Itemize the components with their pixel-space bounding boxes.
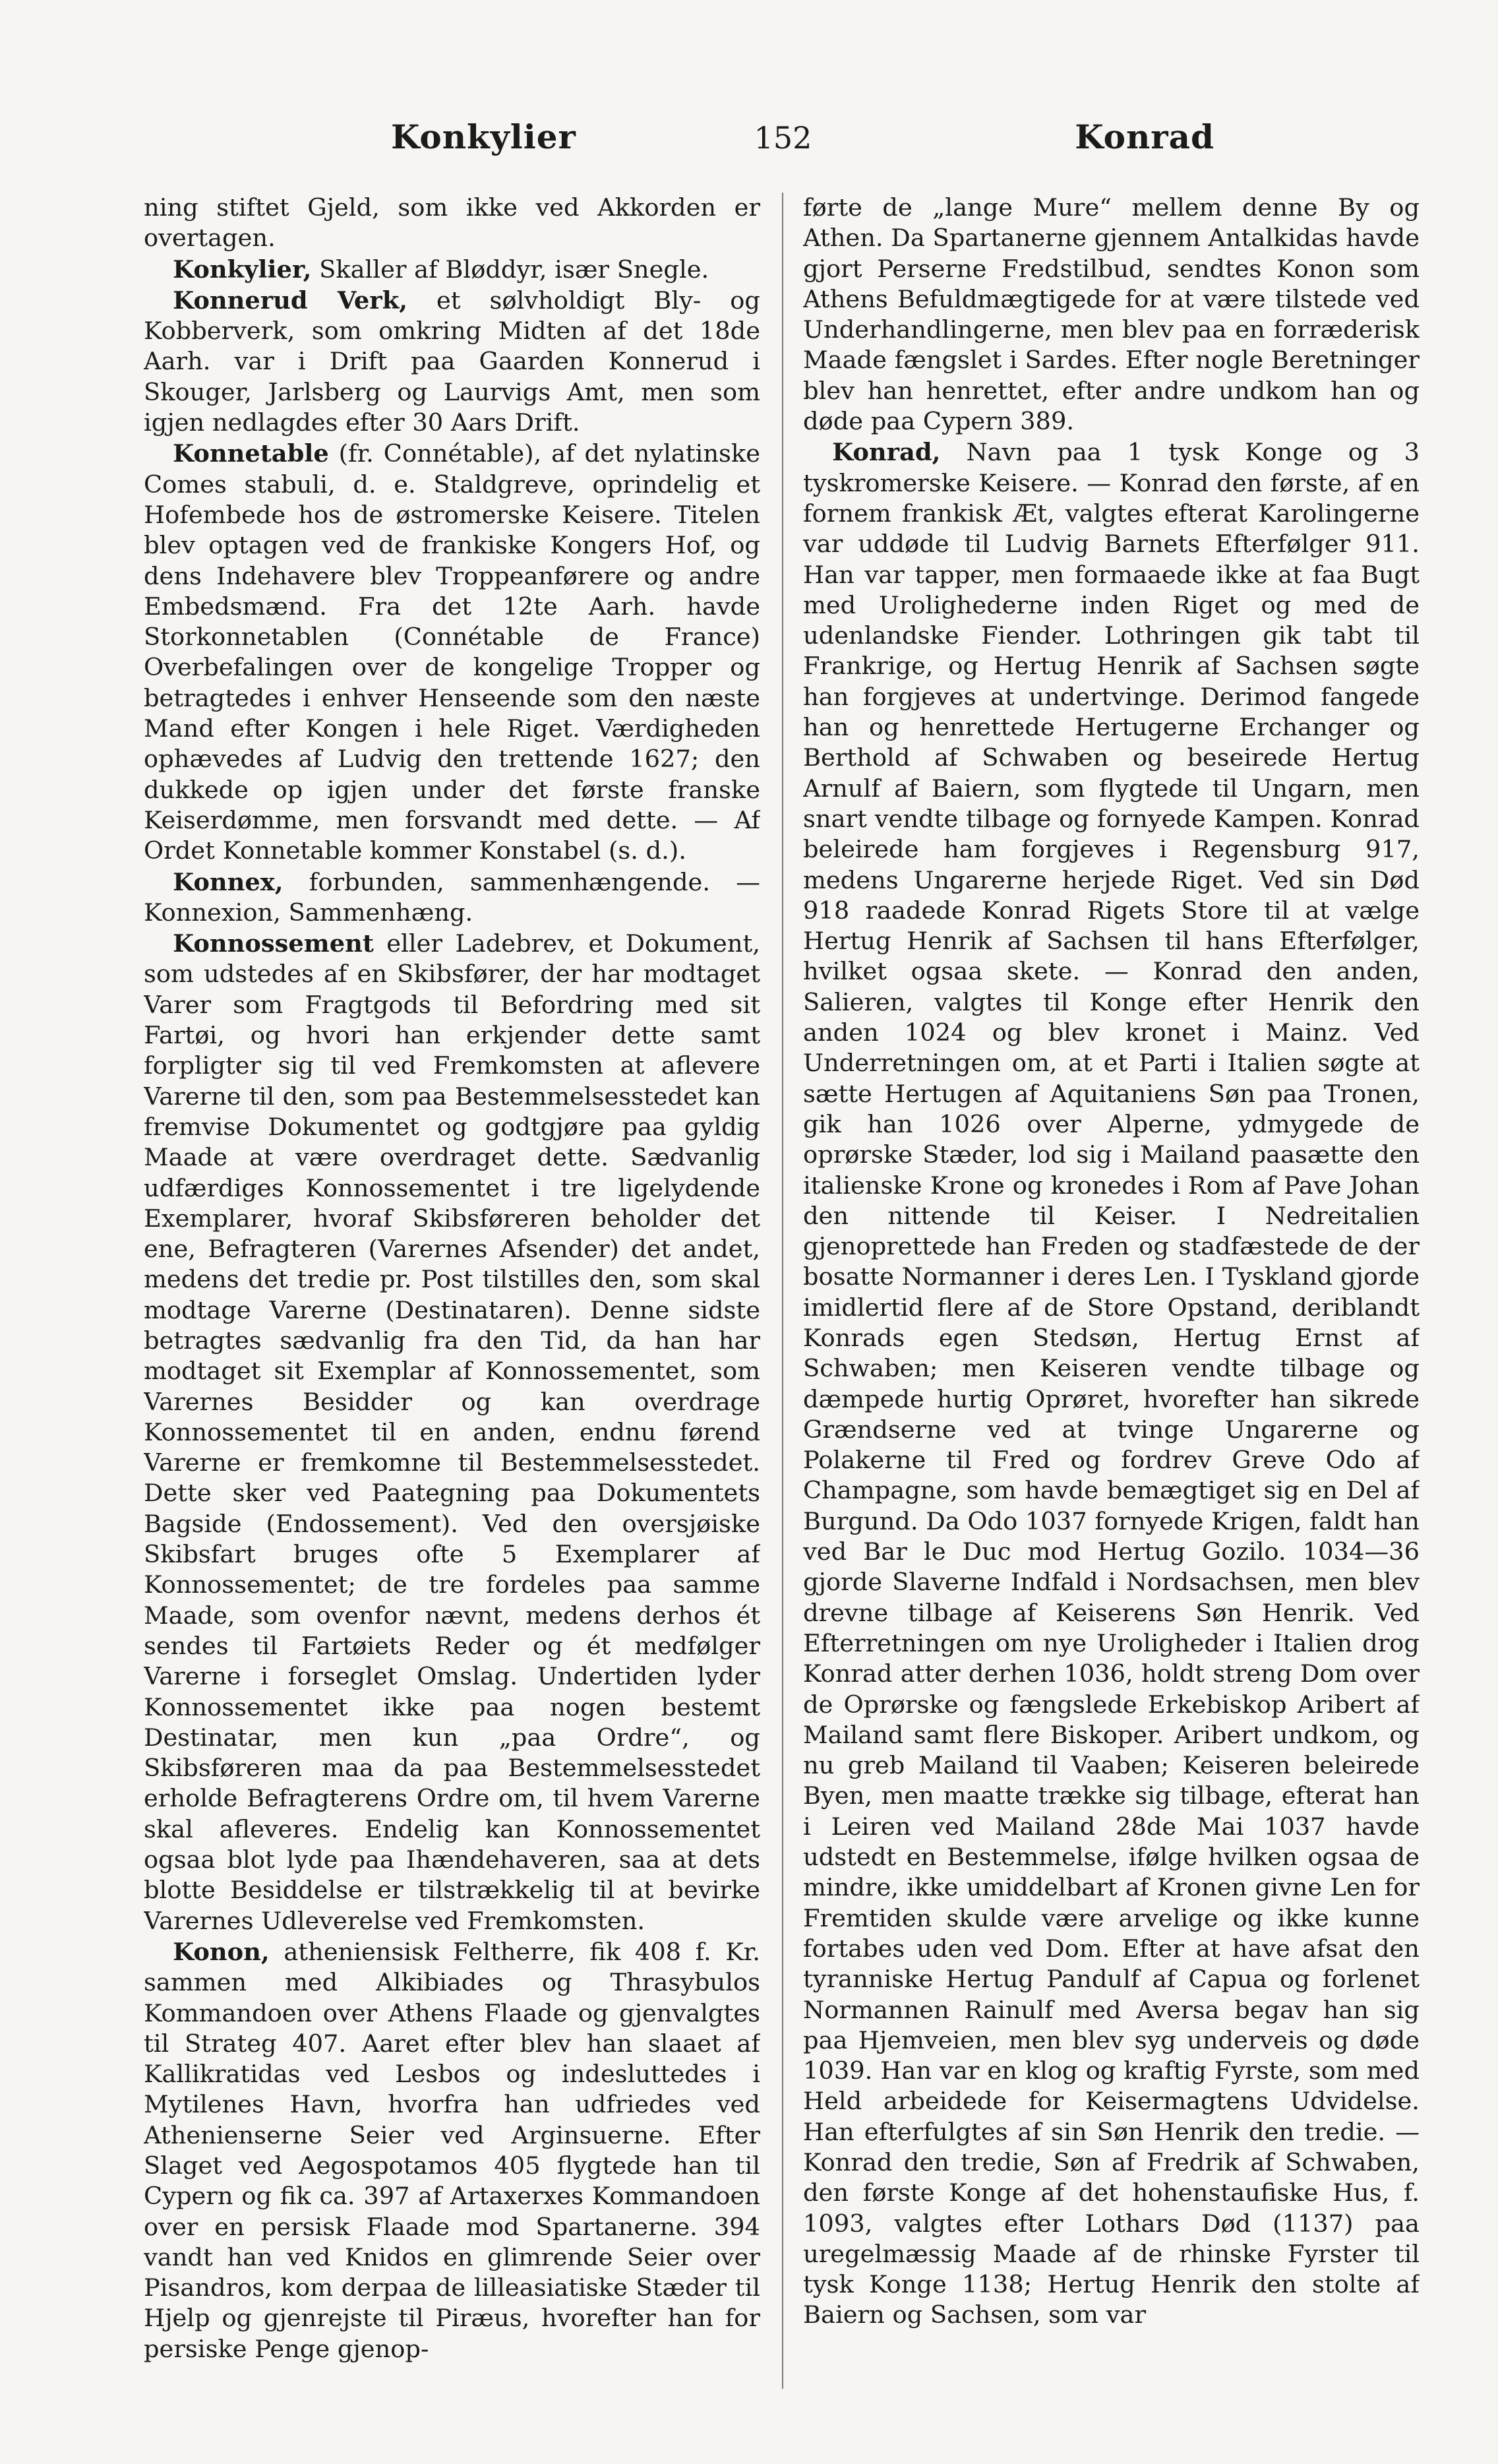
entry-konkylier: [144, 254, 760, 285]
page-number: 152: [754, 120, 812, 156]
entry-konnex: [144, 867, 760, 929]
entry-definition: forbunden, sammenhængende. — Konnexion, Sammenhæng.: [144, 867, 760, 927]
entry-headword: Konkylier,: [173, 254, 312, 284]
entry-headword: Konrad,: [832, 437, 941, 467]
entry-headword: Konon,: [173, 1936, 270, 1966]
left-column: [144, 193, 760, 2395]
entry-konnetable: [144, 438, 760, 866]
entry-konrad: [803, 437, 1420, 2330]
entry-definition: (fr. Connétable), af det nylatinske Comes stabuli, d. e. Staldgreve, oprindelig et Hofembede hos de østromerske Keisere. Titelen blev optagen ved de frankiske Kongers Hof, og dens Indehavere blev Troppeanførere og andre Embedsmænd. Fra det 12te Aarh. havde Storkonnetablen (Connétable de France) Overbefalingen over de kongelige Tropper og betragtedes i enhver Henseende som den næste Mand efter Kongen i hele Riget. Værdigheden ophævedes af Ludvig den trettende 1627; den dukkede op igjen under det første franske Keiserdømme, men forsvandt med dette. — Af Ordet Konnetable kommer Konstabel (s. d.).: [144, 439, 760, 865]
entry-definition: et sølvholdigt Bly- og Kobberverk, som omkring Midten af det 18de Aarh. var i Drift paa Gaarden Konnerud i Skouger, Jarlsberg og Laurvigs Amt, men som igjen nedlagdes efter 30 Aars Drift.: [144, 286, 760, 437]
header-right-guide-word: Konrad: [1075, 117, 1214, 156]
column-divider: [782, 193, 783, 2389]
entry-konnerud-verk: [144, 285, 760, 438]
entry-definition: eller Ladebrev, et Dokument, som udstedes af en Skibsfører, der har modtaget Varer som Fragtgods til Befordring med sit Fartøi, og hvori han erkjender dette samt forpligter sig til ved Fremkomsten at aflevere Varerne til den, som paa Bestemmelsesstedet kan fremvise Dokumentet og godtgjøre paa gyldig Maade at være overdraget dette. Sædvanlig udfærdiges Konnossementet i tre ligelydende Exemplarer, hvoraf Skibsføreren beholder det ene, Befragteren (Varernes Afsender) det andet, medens det tredie pr. Post tilstilles den, som skal modtage Varerne (Destinataren). Denne sidste betragtes sædvanlig fra den Tid, da han har modtaget sit Exemplar af Konnossementet, som Varernes Besidder og kan overdrage Konnossementet til en anden, endnu førend Varerne er fremkomne til Bestemmelsesstedet. Dette sker ved Paategning paa Dokumentets Bagside (Endossement). Ved den oversjøiske Skibsfart bruges ofte 5 Exemplarer af Konnossementet; de tre fordeles paa samme Maade, som ovenfor nævnt, medens derhos ét sendes til Fartøiets Reder og ét medfølger Varerne i forseglet Omslag. Undertiden lyder Konnossementet ikke paa nogen bestemt Destinatar, men kun „paa Ordre“, og Skibsføreren maa da paa Bestemmelsesstedet erholde Befragterens Ordre om, til hvem Varerne skal afleveres. Endelig kan Konnossementet ogsaa blot lyde paa Ihændehaveren, saa at dets blotte Besiddelse er tilstrækkelig til at bevirke Varernes Udleverelse ved Fremkomsten.: [144, 929, 760, 1935]
running-header: [142, 117, 1424, 164]
entry-konon: [144, 1936, 760, 2364]
entry-continuation: førte de „lange Mure“ mellem denne By og Athen. Da Spartanerne gjennem Antalkidas havde gjort Perserne Fredstilbud, sendtes Konon som Athens Befuldmægtigede for at være tilstede ved Underhandlingerne, men blev paa en forræderisk Maade fængslet i Sardes. Efter nogle Beretninger blev han henrettet, efter andre undkom han og døde paa Cypern 389.: [803, 193, 1420, 436]
entry-headword: Konnerud Verk,: [173, 285, 407, 315]
entry-konnossement: [144, 928, 760, 1936]
entry-continuation: ning stiftet Gjeld, som ikke ved Akkorden er overtagen.: [144, 193, 760, 253]
entry-definition: Skaller af Bløddyr, især Snegle.: [311, 255, 709, 284]
entry-headword: Konnetable: [173, 439, 329, 468]
right-column: [803, 193, 1420, 2395]
header-left-guide-word: Konkylier: [391, 117, 576, 156]
entry-headword: Konnossement: [173, 929, 374, 958]
entry-definition: Navn paa 1 tysk Konge og 3 tyskromerske Keisere. — Konrad den første, af en fornem frankisk Æt, valgtes efterat Karolingerne var uddøde til Ludvig Barnets Efterfølger 911. Han var tapper, men formaaede ikke at faa Bugt med Urolighederne inden Riget og med de udenlandske Fiender. Lothringen gik tabt til Frankrige, og Hertug Henrik af Sachsen søgte han forgjeves at undertvinge. Derimod fangede han og henrettede Hertugerne Erchanger og Berthold af Schwaben og beseirede Hertug Arnulf af Baiern, som flygtede til Ungarn, men snart vendte tilbage og fornyede Kampen. Konrad beleirede ham forgjeves i Regensburg 917, medens Ungarerne herjede Riget. Ved sin Død 918 raadede Konrad Rigets Store til at vælge Hertug Henrik af Sachsen til hans Efterfølger, hvilket ogsaa skete. — Konrad den anden, Salieren, valgtes til Konge efter Henrik den anden 1024 og blev kronet i Mainz. Ved Underretningen om, at et Parti i Italien søgte at sætte Hertugen af Aquitaniens Søn paa Tronen, gik han 1026 over Alperne, ydmygede de oprørske Stæder, lod sig i Mailand paasætte den italienske Krone og kronedes i Rom af Pave Johan den nittende til Keiser. I Nedreitalien gjenoprettede han Freden og stadfæstede de der bosatte Normanner i deres Len. I Tyskland gjorde imidlertid flere af de Store Opstand, deriblandt Konrads egen Stedsøn, Hertug Ernst af Schwaben; men Keiseren vendte tilbage og dæmpede hurtig Oprøret, hvorefter han sikrede Grændserne ved at tvinge Ungarerne og Polakerne til Fred og fordrev Greve Odo af Champagne, som havde bemægtiget sig en Del af Burgund. Da Odo 1037 fornyede Krigen, faldt han ved Bar le Duc mod Hertug Gozilo. 1034—36 gjorde Slaverne Indfald i Nordsachsen, men blev drevne tilbage af Keiserens Søn Henrik. Ved Efterretningen om nye Uroligheder i Italien drog Konrad atter derhen 1036, holdt streng Dom over de Oprørske og fængslede Erkebiskop Aribert af Mailand samt flere Biskoper. Aribert undkom, og nu greb Mailand til Vaaben; Keiseren beleirede Byen, men maatte trække sig tilbage, efterat han i Leiren ved Mailand 28de Mai 1037 havde udstedt en Bestemmelse, ifølge hvilken ogsaa de mindre, ikke umiddelbart af Kronen givne Len for Fremtiden skulde være arvelige og ikke kunne fortabes uden ved Dom. Efter at have afsat den tyranniske Hertug Pandulf af Capua og forlenet Normannen Rainulf med Aversa begav han sig paa Hjemveien, men blev syg underveis og døde 1039. Han var en klog og kraftig Fyrste, som med Held arbeidede for Keisermagtens Udvidelse. Han efterfulgtes af sin Søn Henrik den tredie. — Konrad den tredie, Søn af Fredrik af Schwaben, den første Konge af det hohenstaufiske Hus, f. 1093, valgtes efter Lothars Død (1137) paa uregelmæssig Maade af de rhinske Fyrster til tysk Konge 1138; Hertug Henrik den stolte af Baiern og Sachsen, som var: [803, 438, 1420, 2329]
entry-definition: atheniensisk Feltherre, fik 408 f. Kr. sammen med Alkibiades og Thrasybulos Kommandoen over Athens Flaade og gjenvalgtes til Strateg 407. Aaret efter blev han slaaet af Kallikratidas ved Lesbos og indesluttedes i Mytilenes Havn, hvorfra han udfriedes ved Athenienserne Seier ved Arginsuerne. Efter Slaget ved Aegospotamos 405 flygtede han til Cypern og fik ca. 397 af Artaxerxes Kommandoen over en persisk Flaade mod Spartanerne. 394 vandt han ved Knidos en glimrende Seier over Pisandros, kom derpaa de lilleasiatiske Stæder til Hjelp og gjenrejste til Piræus, hvorefter han for persiske Penge gjenop-: [144, 1937, 760, 2363]
entry-headword: Konnex,: [173, 867, 284, 896]
